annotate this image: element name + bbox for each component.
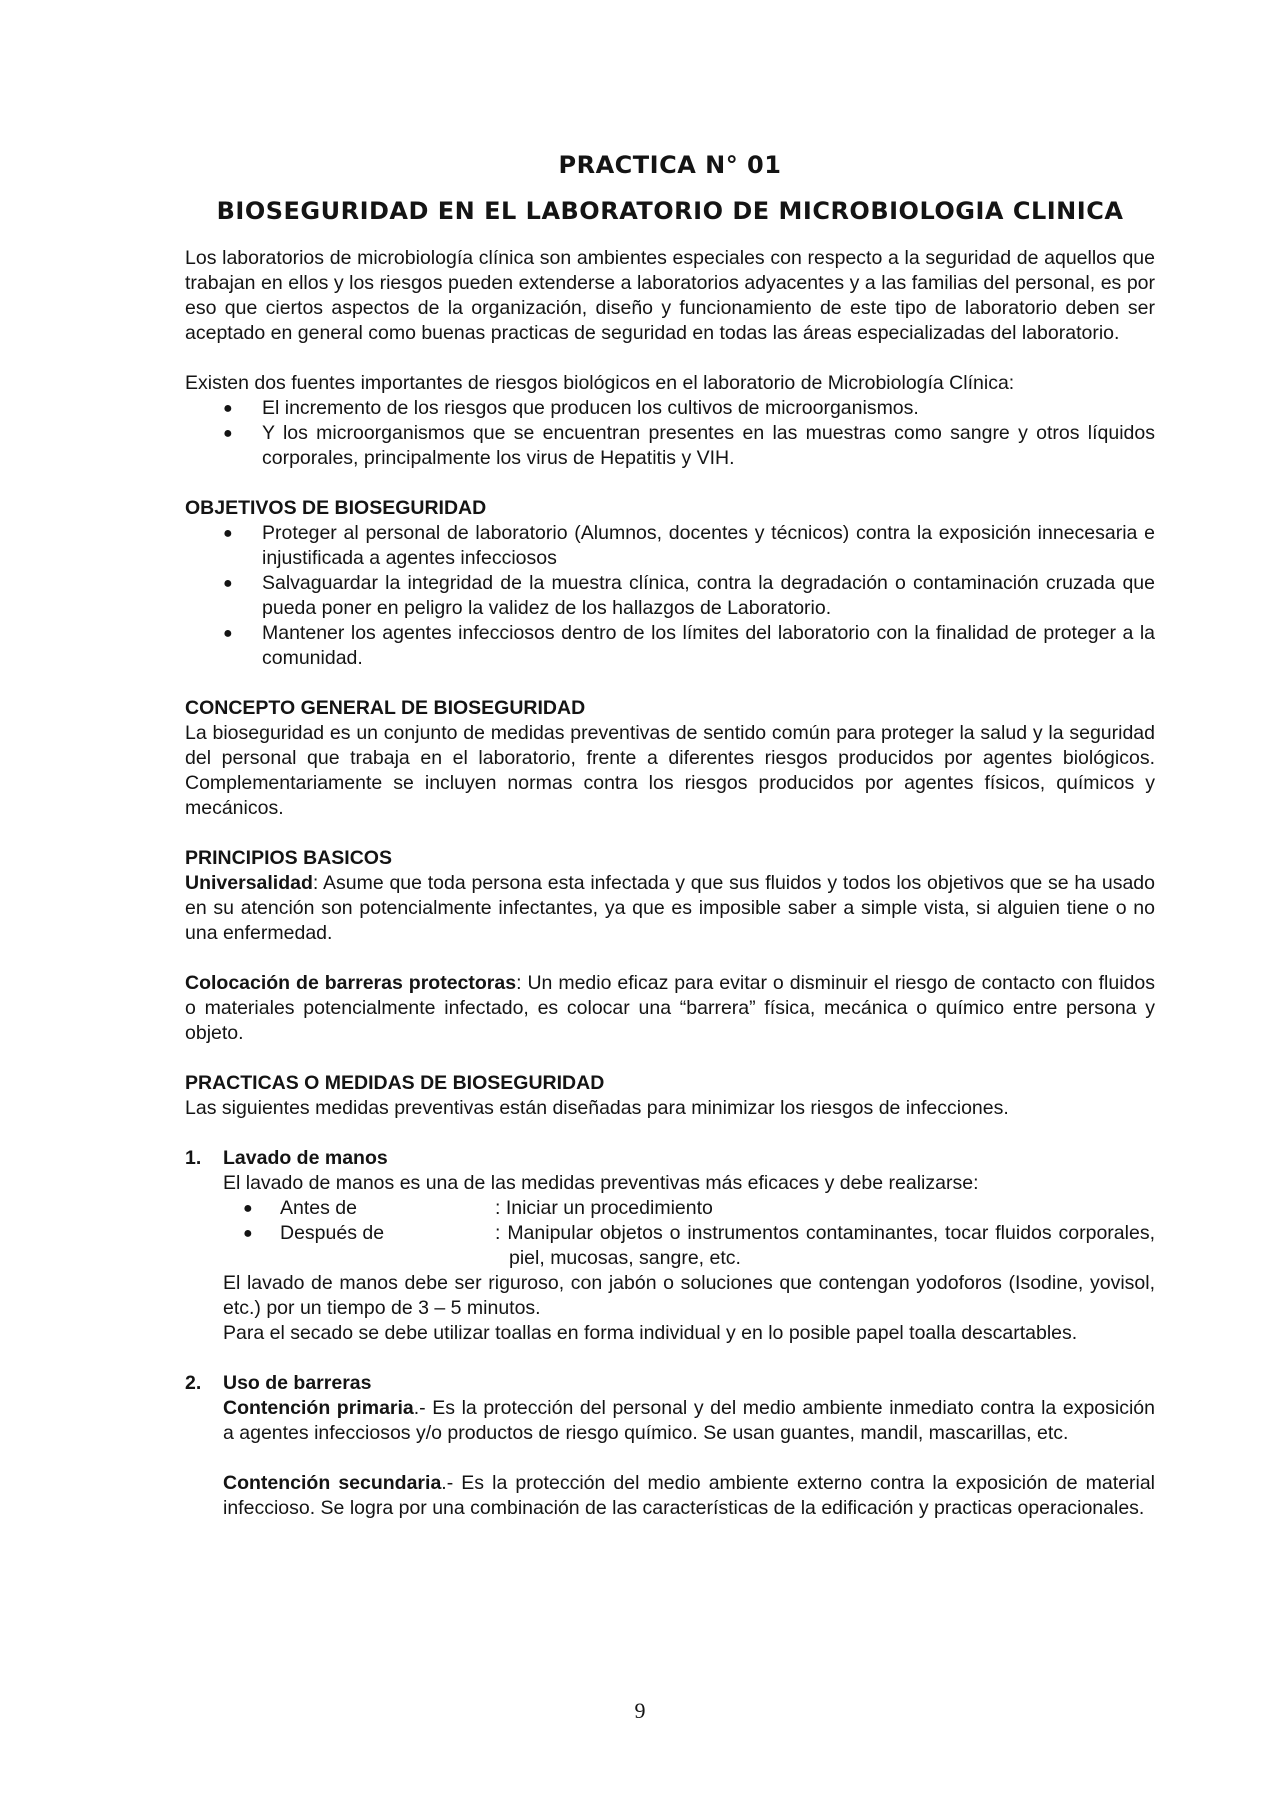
objectives-list — [185, 521, 1155, 671]
handwashing-drying: Para el secado se debe utilizar toallas en forma individual y en lo posible papel toalla descartables. — [223, 1322, 1078, 1344]
barriers-section — [185, 1371, 1155, 1521]
barriers-text: : Un medio eficaz para evitar o disminuir el riesgo de contacto con fluidos o materiales potencialmente infectado, es colocar una “barrera” física, mecánica o químico entre persona y objeto. — [185, 972, 1156, 1044]
bullet-icon: ● — [223, 625, 233, 642]
practices-heading: PRACTICAS O MEDIDAS DE BIOSEGURIDAD — [185, 1072, 605, 1094]
concept-paragraph: La bioseguridad es un conjunto de medidas preventivas de sentido común para proteger la salud y la seguridad del personal que trabaja en el laboratorio, frente a diferentes riesgos producidos por agentes biológicos. Complementariamente se incluyen normas contra los riesgos producidos por agentes físicos, químicos y mecánicos. — [185, 722, 1155, 819]
barriers-paragraph — [185, 971, 1155, 1046]
universality-text: : Asume que toda persona esta infectada y que sus fluidos y todos los objetivos que se ha usado en su atención son potencialmente infectantes, ya que es imposible saber a simple vista, si alguien tiene o no una enfermedad. — [185, 872, 1155, 944]
barriers-title: Uso de barreras — [223, 1372, 372, 1394]
secondary-text: .- Es la protección del medio ambiente externo contra la exposición de material infeccioso. Se logra por una combinación de las características de la edificación y practicas operacionales. — [223, 1472, 1156, 1519]
universality-paragraph — [185, 871, 1155, 946]
objectives-heading: OBJETIVOS DE BIOSEGURIDAD — [185, 497, 487, 519]
bullet-icon: ● — [223, 575, 233, 592]
primary-label: Contención primaria — [223, 1397, 414, 1419]
handwashing-list — [223, 1196, 1155, 1271]
list-item: ● Mantener los agentes infecciosos dentro de los límites del laboratorio con la finalidad de proteger a la comunidad. — [223, 622, 1155, 669]
section-number: 1. — [185, 1147, 202, 1169]
practices-intro: Las siguientes medidas preventivas están diseñadas para minimizar los riesgos de infecciones. — [185, 1097, 1009, 1119]
handwashing-rigor: El lavado de manos debe ser riguroso, con jabón o soluciones que contengan yodoforos (Isodine, yovisol, etc.) por un tiempo de 3 – 5 minutos. — [223, 1272, 1155, 1319]
universality-label: Universalidad — [185, 872, 313, 894]
concept-heading: CONCEPTO GENERAL DE BIOSEGURIDAD — [185, 697, 586, 719]
section-number: 2. — [185, 1372, 202, 1394]
principles-heading: PRINCIPIOS BASICOS — [185, 847, 392, 869]
list-item: ● Antes de : Iniciar un procedimiento — [243, 1197, 713, 1219]
list-item: ● Y los microorganismos que se encuentran presentes en las muestras como sangre y otros líquidos corporales, principalmente los virus de Hepatitis y VIH. — [223, 422, 1155, 469]
list-item: ● Salvaguardar la integridad de la muestra clínica, contra la degradación o contaminación cruzada que pueda poner en peligro la validez de los hallazgos de Laboratorio. — [223, 572, 1155, 619]
document-page — [185, 150, 1155, 1521]
sources-intro: Existen dos fuentes importantes de riesgos biológicos en el laboratorio de Microbiología Clínica: — [185, 372, 1015, 394]
primary-text: .- Es la protección del personal y del medio ambiente inmediato contra la exposición a agentes infecciosos y/o productos de riesgo químico. Se usan guantes, mandil, mascarillas, etc. — [223, 1397, 1155, 1444]
page-title: PRACTICA N° 01 — [558, 151, 782, 179]
secondary-containment — [223, 1471, 1155, 1521]
bullet-icon: ● — [223, 400, 233, 417]
page-subtitle: BIOSEGURIDAD EN EL LABORATORIO DE MICROBIOLOGIA CLINICA — [216, 197, 1124, 225]
primary-containment — [223, 1396, 1155, 1446]
handwashing-intro: El lavado de manos es una de las medidas preventivas más eficaces y debe realizarse: — [223, 1172, 979, 1194]
list-item: ● Después de : Manipular objetos o instrumentos contaminantes, tocar fluidos corporales, piel, mucosas, sangre, etc. — [243, 1222, 1155, 1269]
bullet-icon: ● — [223, 425, 233, 442]
intro-paragraph: Los laboratorios de microbiología clínica son ambientes especiales con respecto a la seguridad de aquellos que trabajan en ellos y los riesgos pueden extenderse a laboratorios adyacentes y a las familias del personal, es por eso que ciertos aspectos de la organización, diseño y funcionamiento de este tipo de laboratorio deben ser aceptado en general como buenas practicas de seguridad en todas las áreas especializadas del laboratorio. — [185, 247, 1155, 344]
secondary-label: Contención secundaria — [223, 1472, 442, 1494]
handwashing-title: Lavado de manos — [223, 1147, 388, 1169]
bullet-icon: ● — [243, 1200, 253, 1217]
sources-list — [185, 396, 1155, 471]
list-item: ● Proteger al personal de laboratorio (Alumnos, docentes y técnicos) contra la exposición innecesaria e injustificada a agentes infecciosos — [223, 522, 1155, 569]
handwashing-section — [185, 1146, 1155, 1346]
page-number: 9 — [634, 1698, 646, 1723]
barriers-label: Colocación de barreras protectoras — [185, 972, 517, 994]
bullet-icon: ● — [243, 1225, 253, 1242]
bullet-icon: ● — [223, 525, 233, 542]
list-item: ● El incremento de los riesgos que producen los cultivos de microorganismos. — [223, 397, 919, 419]
